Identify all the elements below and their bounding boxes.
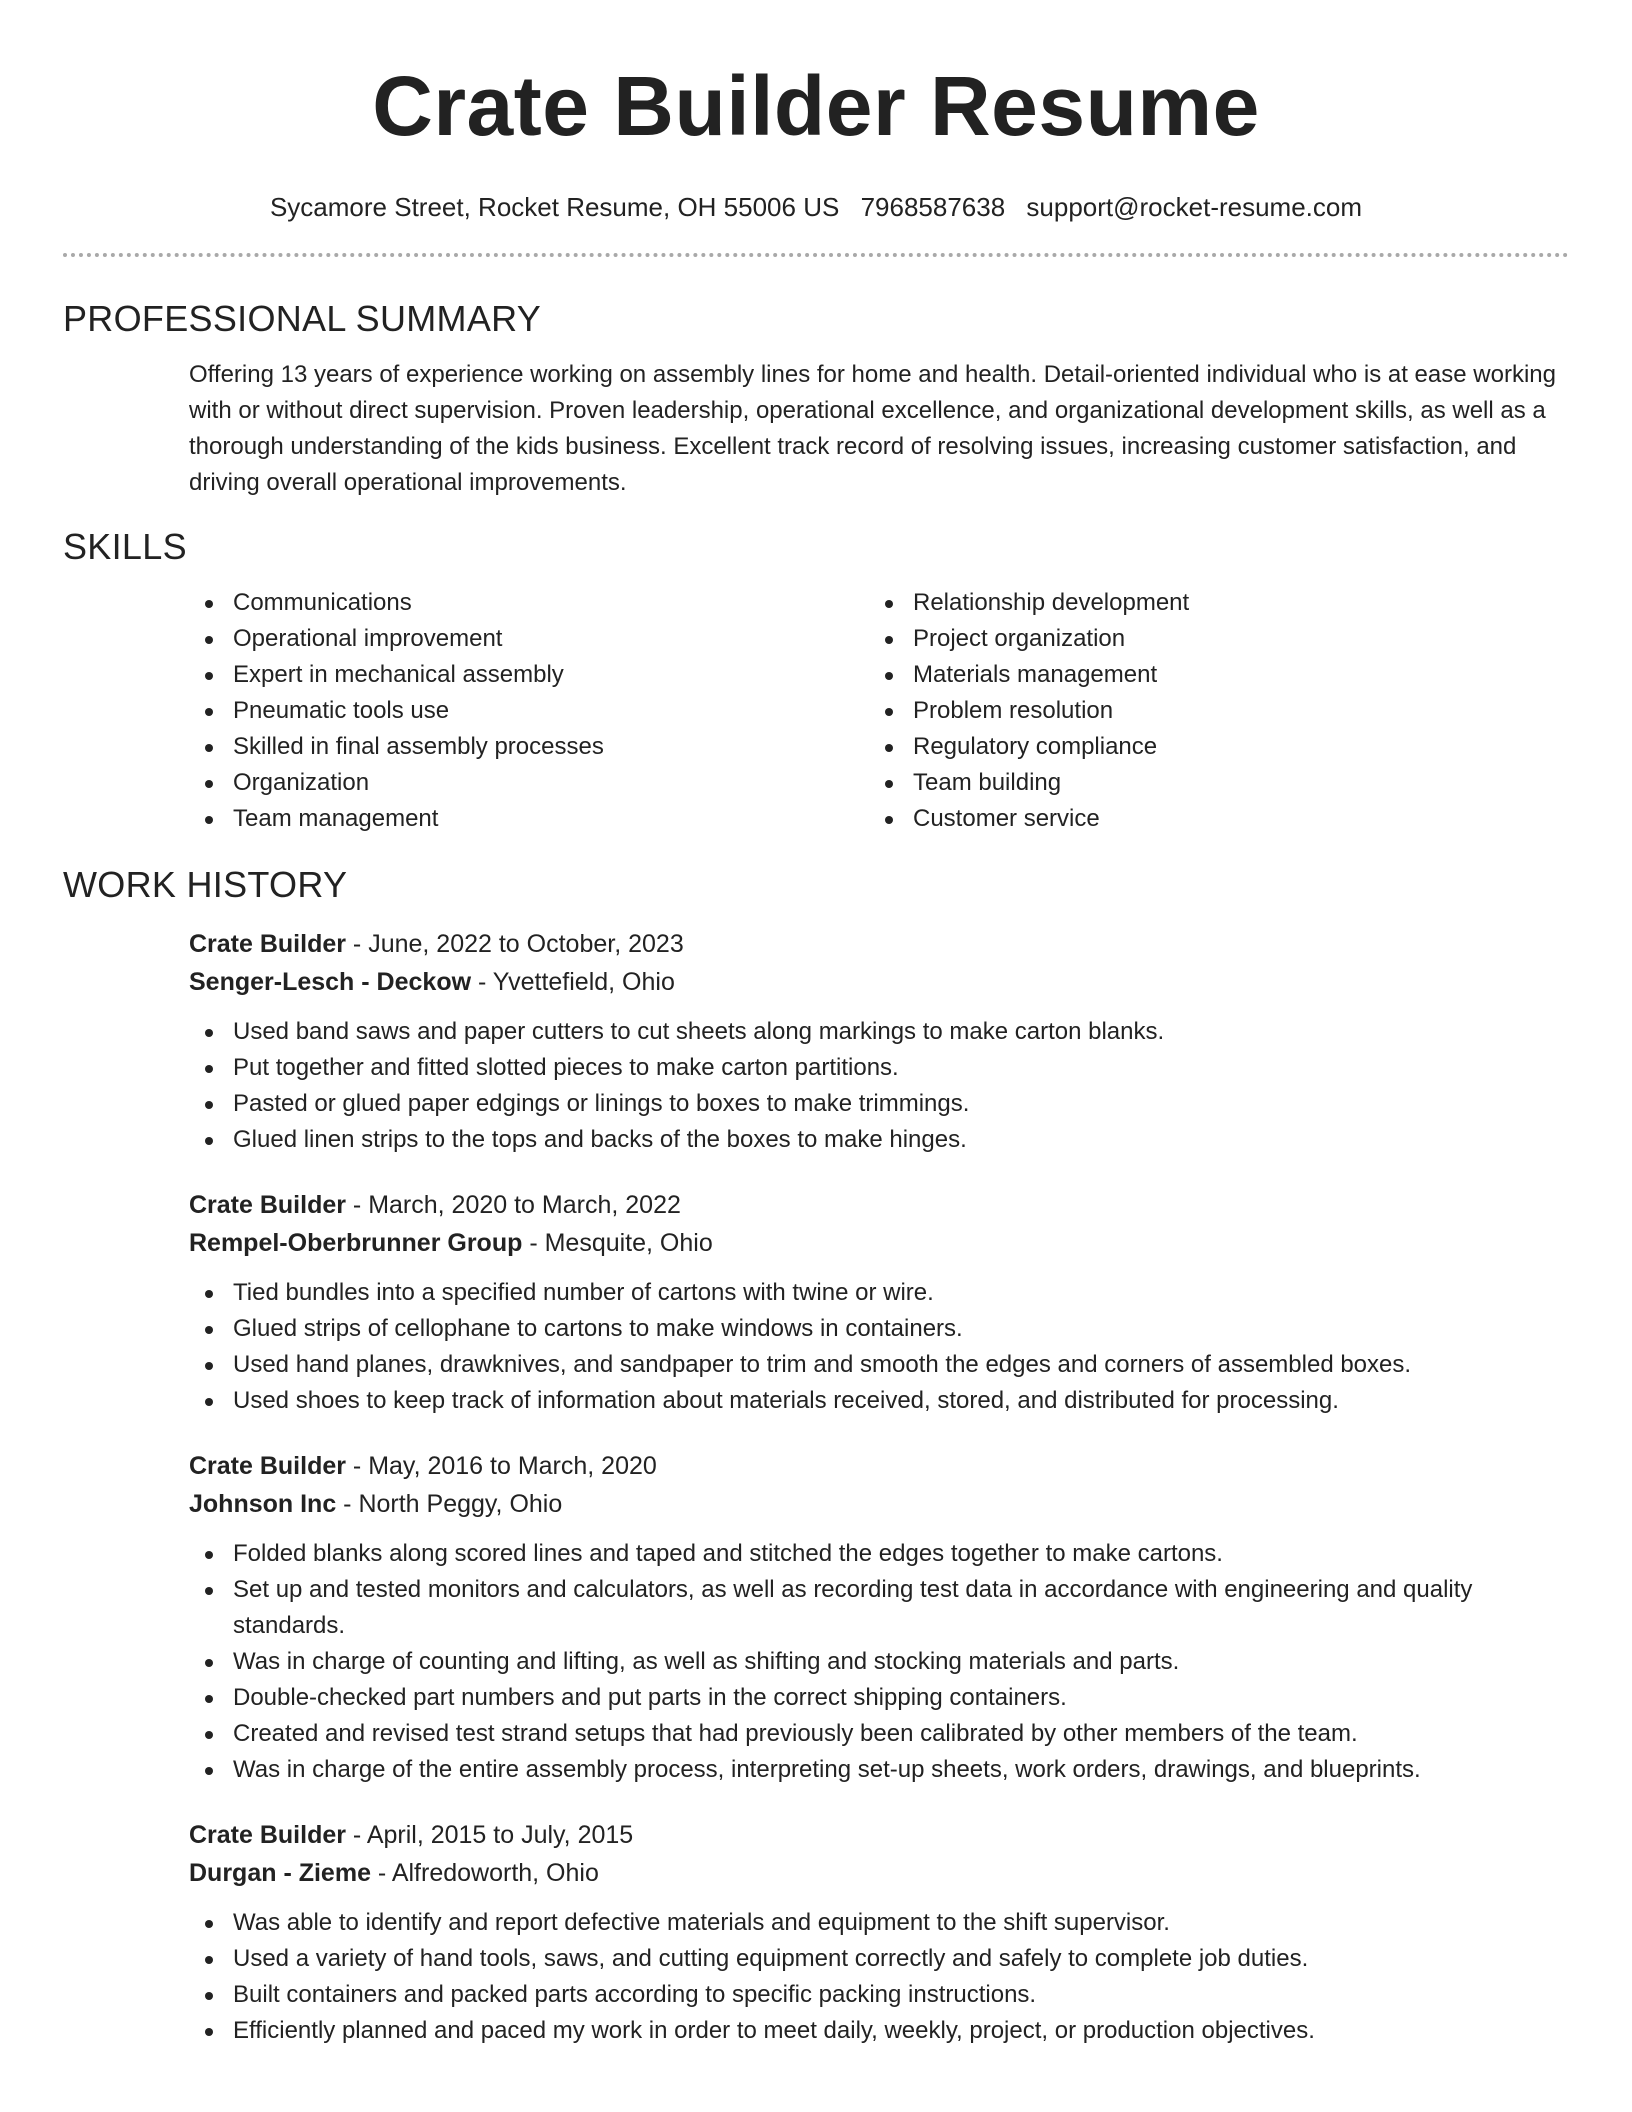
- job-duties: [189, 1275, 1569, 1419]
- skill-item: Skilled in final assembly processes: [189, 729, 869, 765]
- skill-item: Communications: [189, 585, 869, 621]
- job-location: - Alfredoworth, Ohio: [370, 1859, 599, 1887]
- skills-list: [189, 585, 1569, 837]
- job-title-line: [189, 925, 1569, 963]
- contact-info: [63, 190, 1569, 224]
- duty-item: Built containers and packed parts according to specific packing instructions.: [189, 1977, 1569, 2013]
- job-entry: [189, 1816, 1569, 2049]
- skills-column-left: [189, 585, 869, 837]
- duty-item: Used hand planes, drawknives, and sandpaper to trim and smooth the edges and corners of assembled boxes.: [189, 1347, 1569, 1383]
- duty-item: Was in charge of the entire assembly process, interpreting set-up sheets, work orders, drawings, and blueprints.: [189, 1752, 1569, 1788]
- job-company: Senger-Lesch - Deckow: [189, 968, 472, 996]
- skill-item: Relationship development: [869, 585, 1549, 621]
- job-location: - Yvettefield, Ohio: [471, 968, 675, 996]
- skill-item: Team management: [189, 801, 869, 837]
- duty-item: Folded blanks along scored lines and taped and stitched the edges together to make cartons.: [189, 1536, 1569, 1572]
- summary-heading: PROFESSIONAL SUMMARY: [63, 298, 542, 339]
- duty-item: Was able to identify and report defective materials and equipment to the shift supervisor.: [189, 1905, 1569, 1941]
- skill-item: Operational improvement: [189, 621, 869, 657]
- job-duties: [189, 1905, 1569, 2049]
- job-location: - Mesquite, Ohio: [522, 1229, 713, 1257]
- duty-item: Used a variety of hand tools, saws, and cutting equipment correctly and safely to complete job duties.: [189, 1941, 1569, 1977]
- job-dates: - April, 2015 to July, 2015: [345, 1821, 634, 1849]
- job-company-line: [189, 1854, 1569, 1892]
- skill-item: Project organization: [869, 621, 1549, 657]
- job-location: - North Peggy, Ohio: [336, 1490, 563, 1518]
- job-duties: [189, 1536, 1569, 1788]
- duty-item: Created and revised test strand setups that had previously been calibrated by other members of the team.: [189, 1716, 1569, 1752]
- skill-item: Regulatory compliance: [869, 729, 1549, 765]
- skill-item: Expert in mechanical assembly: [189, 657, 869, 693]
- job-company-line: [189, 963, 1569, 1001]
- skill-item: Problem resolution: [869, 693, 1549, 729]
- job-company-line: [189, 1485, 1569, 1523]
- skill-item: Pneumatic tools use: [189, 693, 869, 729]
- skills-heading: SKILLS: [63, 526, 187, 567]
- duty-item: Double-checked part numbers and put parts in the correct shipping containers.: [189, 1680, 1569, 1716]
- duty-item: Pasted or glued paper edgings or linings to boxes to make trimmings.: [189, 1086, 1569, 1122]
- job-title: Crate Builder: [189, 1452, 346, 1480]
- job-company: Durgan - Zieme: [189, 1859, 371, 1887]
- contact-address: Sycamore Street, Rocket Resume, OH 55006 US: [269, 192, 840, 222]
- duty-item: Put together and fitted slotted pieces to make carton partitions.: [189, 1050, 1569, 1086]
- duty-item: Set up and tested monitors and calculators, as well as recording test data in accordance with engineering and quality standards.: [189, 1572, 1569, 1644]
- duty-item: Used band saws and paper cutters to cut sheets along markings to make carton blanks.: [189, 1014, 1569, 1050]
- job-title: Crate Builder: [189, 1821, 346, 1849]
- job-title: Crate Builder: [189, 930, 346, 958]
- skill-item: Team building: [869, 765, 1549, 801]
- summary-text: Offering 13 years of experience working on assembly lines for home and health. Detail-oriented individual who is at ease working with or without direct supervision. Proven leadership, operational excellence, and organizational development skills, as well as a thorough understanding of the kids business. Excellent track record of resolving issues, increasing customer satisfaction, and driving overall operational improvements.: [189, 361, 1556, 496]
- job-title-line: [189, 1816, 1569, 1854]
- duty-item: Glued strips of cellophane to cartons to make windows in containers.: [189, 1311, 1569, 1347]
- skill-item: Materials management: [869, 657, 1549, 693]
- job-title-line: [189, 1186, 1569, 1224]
- work-history-heading: WORK HISTORY: [63, 864, 348, 905]
- job-duties: [189, 1014, 1569, 1158]
- job-company: Johnson Inc: [189, 1490, 337, 1518]
- job-company: Rempel-Oberbrunner Group: [189, 1229, 523, 1257]
- duty-item: Efficiently planned and paced my work in order to meet daily, weekly, project, or production objectives.: [189, 2013, 1569, 2049]
- skill-item: Organization: [189, 765, 869, 801]
- duty-item: Glued linen strips to the tops and backs of the boxes to make hinges.: [189, 1122, 1569, 1158]
- job-dates: - May, 2016 to March, 2020: [345, 1452, 657, 1480]
- resume-title: Crate Builder Resume: [372, 59, 1260, 153]
- duty-item: Used shoes to keep track of information about materials received, stored, and distributed for processing.: [189, 1383, 1569, 1419]
- contact-email: support@rocket-resume.com: [1026, 192, 1363, 222]
- job-dates: - June, 2022 to October, 2023: [345, 930, 684, 958]
- skill-item: Customer service: [869, 801, 1549, 837]
- job-title: Crate Builder: [189, 1191, 346, 1219]
- job-entry: [189, 925, 1569, 1158]
- contact-phone: 7968587638: [860, 192, 1006, 222]
- job-entry: [189, 1186, 1569, 1419]
- header-divider: [63, 253, 1569, 257]
- job-dates: - March, 2020 to March, 2022: [345, 1191, 681, 1219]
- duty-item: Tied bundles into a specified number of cartons with twine or wire.: [189, 1275, 1569, 1311]
- skills-column-right: [869, 585, 1549, 837]
- duty-item: Was in charge of counting and lifting, as well as shifting and stocking materials and parts.: [189, 1644, 1569, 1680]
- job-title-line: [189, 1447, 1569, 1485]
- job-entry: [189, 1447, 1569, 1788]
- job-company-line: [189, 1224, 1569, 1262]
